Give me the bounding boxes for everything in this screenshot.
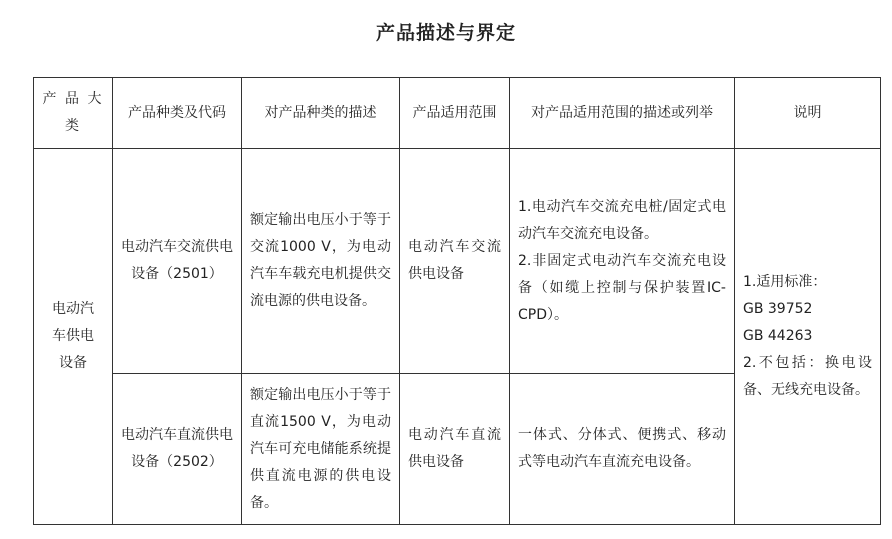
page-title: 产品描述与界定 (375, 22, 516, 44)
header-scope-desc: 对产品适用范围的描述或列举 (510, 78, 735, 149)
header-row (34, 78, 881, 149)
product-table (33, 77, 881, 525)
category-cell: 电动汽车供电设备 (34, 149, 113, 525)
type-cell: 电动汽车直流供电设备（2502） (113, 374, 242, 525)
scope-desc-cell: 一体式、分体式、便携式、移动式等电动汽车直流充电设备。 (510, 374, 735, 525)
header-type-desc: 对产品种类的描述 (242, 78, 400, 149)
header-notes: 说明 (735, 78, 881, 149)
header-category: 产 品 大 类 (34, 78, 113, 149)
type-cell: 电动汽车交流供电设备（2501） (113, 149, 242, 374)
table-row (34, 149, 881, 374)
scope-cell: 电动汽车交流供电设备 (400, 149, 510, 374)
scope-desc-cell: 1.电动汽车交流充电桩/固定式电动汽车交流充电设备。 2.非固定式电动汽车交流充电设备（如缆上控制与保护装置IC-CPD）。 (510, 149, 735, 374)
scope-cell: 电动汽车直流供电设备 (400, 374, 510, 525)
type-desc-cell: 额定输出电压小于等于直流1500 V，为电动汽车可充电储能系统提供直流电源的供电设备。 (242, 374, 400, 525)
notes-cell: 1.适用标准： GB 39752 GB 44263 2.不包括：换电设备、无线充电设备。 (735, 149, 881, 525)
type-desc-cell: 额定输出电压小于等于交流1000 V，为电动汽车车载充电机提供交流电源的供电设备。 (242, 149, 400, 374)
header-scope: 产品适用范围 (400, 78, 510, 149)
header-type-code: 产品种类及代码 (113, 78, 242, 149)
